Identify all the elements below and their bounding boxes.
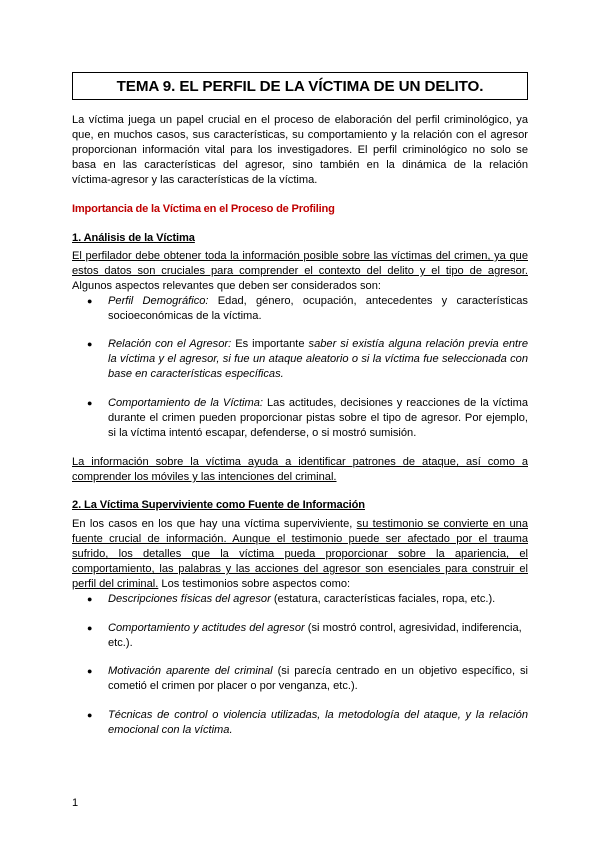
intro-line: que, en muchos casos, sus características, su comportamiento y la relación con el agresor xyxy=(72,129,528,141)
bullet-label: Perfil Demográfico: xyxy=(108,295,209,307)
page-title xyxy=(72,72,528,100)
bullet-text: Edad, género, ocupación, antecedentes y características xyxy=(217,295,528,307)
intro-line: víctima-agresor y las características de la víctima. xyxy=(72,174,318,186)
bullet-line xyxy=(108,592,528,607)
bullet-line: si la víctima intentó escapar, defenderse, o si mostró sumisión. xyxy=(108,427,417,439)
bullet-line xyxy=(108,664,528,679)
bullet-label: Relación con el Agresor: xyxy=(108,338,232,350)
bullet-icon: ● xyxy=(87,339,93,349)
section2-para-line: fuente crucial de información. Aunque el testimonio puede ser afectado por el trauma xyxy=(72,533,528,545)
bullet-line xyxy=(108,396,528,411)
section2-para-line: comportamiento, las palabras y las acciones del agresor son esenciales para construir el xyxy=(72,563,528,575)
intro-line: basa en las características del agresor, sino también en la dinámica de la relación xyxy=(72,159,528,171)
bullet-icon: ● xyxy=(87,710,93,720)
bullet-icon: ● xyxy=(87,296,93,306)
bullet-line xyxy=(108,294,528,309)
bullet-line: emocional con la víctima. xyxy=(108,724,233,736)
section1-para-line: El perfilador debe obtener toda la información posible sobre las víctimas del crimen, ya que xyxy=(72,250,528,262)
section2-text: perfil del criminal. xyxy=(72,578,159,590)
page-number: 1 xyxy=(72,797,79,809)
section1-closing-line: comprender los móviles y las intenciones del criminal. xyxy=(72,471,337,483)
bullet-text: saber si existía alguna relación previa entre xyxy=(308,338,528,350)
page-title-text: TEMA 9. EL PERFIL DE LA VÍCTIMA DE UN DELITO. xyxy=(116,77,484,95)
bullet-icon: ● xyxy=(87,666,93,676)
bullet-text: Es importante xyxy=(235,338,305,350)
bullet-text: (estatura, características faciales, ropa, etc.). xyxy=(273,593,496,605)
section1-para-line: estos datos son cruciales para comprender el contexto del delito y el tipo de agresor. xyxy=(72,265,528,277)
section1-closing-line: La información sobre la víctima ayuda a identificar patrones de ataque, así como a xyxy=(72,456,528,468)
section2-text: En los casos en los que hay una víctima superviviente, xyxy=(72,518,353,530)
section2-heading: 2. La Víctima Superviviente como Fuente de Información xyxy=(72,499,365,511)
intro-line: proporcionan información vital para los investigadores. El perfil criminológico no solo se xyxy=(72,144,528,156)
bullet-text: Las actitudes, decisiones y reacciones de la víctima xyxy=(267,397,528,409)
intro-line: La víctima juega un papel crucial en el proceso de elaboración del perfil criminológico, ya xyxy=(72,114,528,126)
section2-para-line xyxy=(72,577,528,592)
bullet-line: etc.). xyxy=(108,637,133,649)
bullet-line: la víctima y el agresor, si fue un ataque aleatorio o si la víctima fue seleccionada con xyxy=(108,353,528,365)
bullet-line: base en características específicas. xyxy=(108,368,284,380)
section2-text: Los testimonios sobre aspectos como: xyxy=(161,578,351,590)
importance-heading: Importancia de la Víctima en el Proceso de Profiling xyxy=(72,203,335,215)
bullet-line xyxy=(108,337,528,352)
bullet-text: (si mostró control, agresividad, indiferencia, xyxy=(307,622,522,634)
bullet-label: Comportamiento y actitudes del agresor xyxy=(108,622,305,634)
section1-heading: 1. Análisis de la Víctima xyxy=(72,232,195,244)
bullet-line: Técnicas de control o violencia utilizadas, la metodología del ataque, y la relación xyxy=(108,709,528,721)
section2-text: su testimonio se convierte en una xyxy=(356,518,528,530)
bullet-text: (si parecía centrado en un objetivo específico, si xyxy=(277,665,528,677)
bullet-line: durante el crimen pueden proporcionar pistas sobre el tipo de agresor. Por ejemplo, xyxy=(108,412,528,424)
bullet-label: Motivación aparente del criminal xyxy=(108,665,273,677)
section1-para-line: Algunos aspectos relevantes que deben ser considerados son: xyxy=(72,280,381,292)
bullet-line: socioeconómicas de la víctima. xyxy=(108,310,262,322)
bullet-line: cometió el crimen por placer o por venganza, etc.). xyxy=(108,680,358,692)
bullet-label: Comportamiento de la Víctima: xyxy=(108,397,264,409)
bullet-icon: ● xyxy=(87,594,93,604)
bullet-line xyxy=(108,621,528,636)
bullet-icon: ● xyxy=(87,623,93,633)
bullet-label: Descripciones físicas del agresor xyxy=(108,593,271,605)
section2-para-line: sufrido, los detalles que la víctima pueda proporcionar sobre la apariencia, el xyxy=(72,548,528,560)
section2-para-line xyxy=(72,517,528,532)
bullet-icon: ● xyxy=(87,398,93,408)
